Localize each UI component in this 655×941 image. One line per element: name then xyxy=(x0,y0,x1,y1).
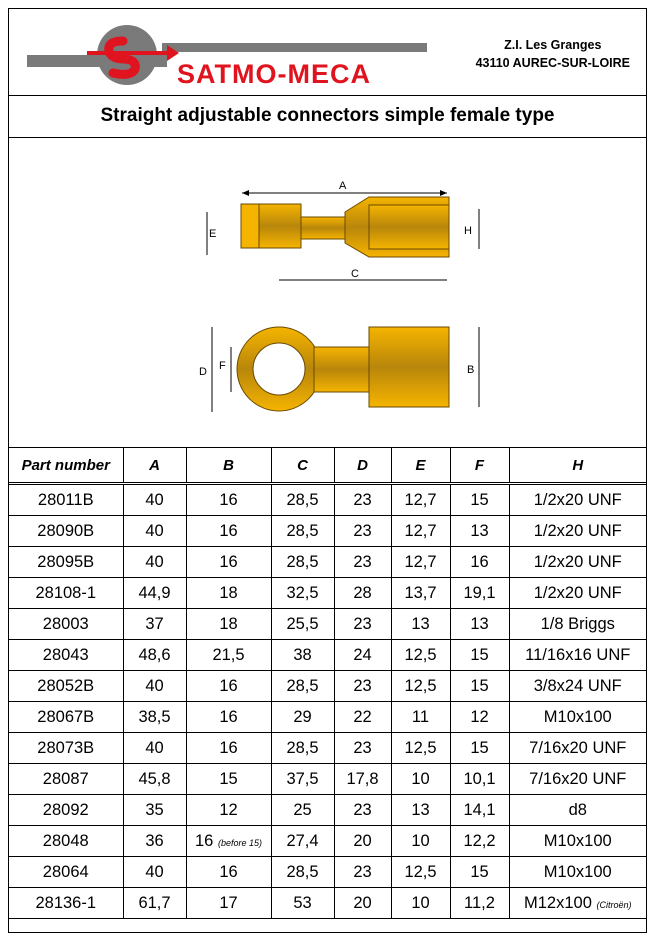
address-line-2: 43110 AUREC-SUR-LOIRE xyxy=(475,56,630,70)
b-cell-value: 18 xyxy=(219,583,238,602)
f-cell-value: 15 xyxy=(470,738,489,757)
part-cell xyxy=(9,547,123,578)
e-cell xyxy=(391,826,450,857)
b-cell-value: 16 xyxy=(219,707,238,726)
h-cell xyxy=(509,671,646,702)
d-cell-value: 28 xyxy=(353,583,372,602)
d-cell xyxy=(334,609,391,640)
h-cell xyxy=(509,640,646,671)
f-cell-value: 15 xyxy=(470,645,489,664)
c-cell xyxy=(271,484,334,516)
e-cell xyxy=(391,547,450,578)
dim-label-f: F xyxy=(219,360,226,372)
b-cell-value: 16 xyxy=(219,490,238,509)
h-cell xyxy=(509,578,646,609)
b-cell-value: 21,5 xyxy=(212,645,245,664)
part-cell-value: 28052B xyxy=(37,676,95,695)
c-cell xyxy=(271,702,334,733)
c-cell xyxy=(271,857,334,888)
h-cell-value: M10x100 xyxy=(543,831,612,850)
a-cell xyxy=(123,516,186,547)
f-cell xyxy=(450,702,509,733)
part-cell-value: 28087 xyxy=(42,769,89,788)
e-cell xyxy=(391,640,450,671)
h-cell xyxy=(509,795,646,826)
c-cell xyxy=(271,516,334,547)
d-cell xyxy=(334,795,391,826)
a-cell-value: 35 xyxy=(145,800,164,819)
b-cell-value: 16 xyxy=(219,862,238,881)
f-cell xyxy=(450,547,509,578)
d-cell-value: 23 xyxy=(353,738,372,757)
e-cell xyxy=(391,484,450,516)
part-cell xyxy=(9,578,123,609)
c-cell xyxy=(271,888,334,919)
d-cell xyxy=(334,547,391,578)
header xyxy=(9,9,646,96)
e-cell-value: 13,7 xyxy=(404,583,437,602)
f-cell xyxy=(450,795,509,826)
h-cell-value: 1/2x20 UNF xyxy=(533,490,622,509)
b-cell-value: 16 xyxy=(219,521,238,540)
h-cell xyxy=(509,826,646,857)
d-cell-value: 17,8 xyxy=(346,769,379,788)
e-cell-value: 12,5 xyxy=(404,862,437,881)
e-cell xyxy=(391,578,450,609)
h-cell-value: 7/16x20 UNF xyxy=(529,769,627,788)
table-row xyxy=(9,764,646,795)
e-cell xyxy=(391,795,450,826)
d-cell-value: 23 xyxy=(353,800,372,819)
c-cell xyxy=(271,764,334,795)
b-cell-value: 16 xyxy=(219,552,238,571)
b-cell xyxy=(186,764,271,795)
e-cell-value: 10 xyxy=(411,893,430,912)
dim-label-h: H xyxy=(464,225,472,237)
b-cell xyxy=(186,640,271,671)
h-cell xyxy=(509,733,646,764)
b-cell-value: 15 xyxy=(219,769,238,788)
c-cell-value: 25,5 xyxy=(286,614,319,633)
dim-label-a: A xyxy=(339,180,347,192)
d-cell xyxy=(334,888,391,919)
c-cell-value: 28,5 xyxy=(286,521,319,540)
b-cell-value: 17 xyxy=(219,893,238,912)
b-cell xyxy=(186,702,271,733)
part-cell xyxy=(9,733,123,764)
a-cell xyxy=(123,733,186,764)
a-cell-value: 40 xyxy=(145,552,164,571)
brand-name: SATMO-MECA xyxy=(177,59,371,89)
d-cell-value: 22 xyxy=(353,707,372,726)
part-cell xyxy=(9,826,123,857)
f-cell xyxy=(450,733,509,764)
table-row xyxy=(9,484,646,516)
d-cell-value: 24 xyxy=(353,645,372,664)
table-row xyxy=(9,702,646,733)
b-cell-value: 16 xyxy=(219,676,238,695)
side-view xyxy=(207,180,479,280)
e-cell xyxy=(391,516,450,547)
f-cell-value: 10,1 xyxy=(463,769,496,788)
d-cell xyxy=(334,578,391,609)
a-cell xyxy=(123,484,186,516)
a-cell-value: 61,7 xyxy=(138,893,171,912)
dim-label-b: B xyxy=(467,364,475,376)
e-cell xyxy=(391,888,450,919)
a-cell xyxy=(123,640,186,671)
table-row xyxy=(9,795,646,826)
h-cell xyxy=(509,764,646,795)
h-cell-value: 1/2x20 UNF xyxy=(533,552,622,571)
dim-label-d: D xyxy=(199,366,207,378)
d-cell-value: 23 xyxy=(353,521,372,540)
c-cell xyxy=(271,733,334,764)
c-cell-value: 28,5 xyxy=(286,862,319,881)
table-row xyxy=(9,857,646,888)
table-header-row xyxy=(9,448,646,484)
e-cell-value: 12,5 xyxy=(404,738,437,757)
e-cell-value: 11 xyxy=(411,707,430,726)
h-cell-value: 1/2x20 UNF xyxy=(533,583,622,602)
e-cell-value: 10 xyxy=(411,769,430,788)
part-cell-value: 28064 xyxy=(42,862,89,881)
d-cell-value: 23 xyxy=(353,676,372,695)
e-cell-value: 13 xyxy=(411,614,430,633)
a-cell-value: 48,6 xyxy=(138,645,171,664)
a-cell-value: 36 xyxy=(145,831,164,850)
b-cell-value: 16 xyxy=(195,831,214,850)
b-cell xyxy=(186,609,271,640)
h-cell-value: M10x100 xyxy=(543,707,612,726)
b-cell xyxy=(186,888,271,919)
b-cell xyxy=(186,733,271,764)
b-cell xyxy=(186,547,271,578)
f-cell-value: 15 xyxy=(470,862,489,881)
f-cell xyxy=(450,671,509,702)
f-cell xyxy=(450,826,509,857)
c-cell-value: 38 xyxy=(293,645,312,664)
table-row xyxy=(9,826,646,857)
a-cell xyxy=(123,764,186,795)
table-row xyxy=(9,640,646,671)
e-cell-value: 12,7 xyxy=(404,552,437,571)
part-cell xyxy=(9,609,123,640)
f-cell-value: 16 xyxy=(470,552,489,571)
c-cell-value: 37,5 xyxy=(286,769,319,788)
part-cell-value: 28095B xyxy=(37,552,95,571)
d-cell-value: 23 xyxy=(353,614,372,633)
e-cell xyxy=(391,857,450,888)
part-cell-value: 28011B xyxy=(37,490,94,509)
part-cell-value: 28048 xyxy=(42,831,89,850)
a-cell-value: 40 xyxy=(145,521,164,540)
d-cell xyxy=(334,484,391,516)
f-cell xyxy=(450,578,509,609)
col-header-b: B xyxy=(186,448,271,484)
f-cell xyxy=(450,640,509,671)
f-cell-value: 12,2 xyxy=(463,831,496,850)
c-cell-value: 32,5 xyxy=(286,583,319,602)
e-cell-value: 12,5 xyxy=(404,645,437,664)
specification-table xyxy=(9,447,646,919)
part-cell-value: 28073B xyxy=(37,738,95,757)
table-row xyxy=(9,578,646,609)
part-cell xyxy=(9,795,123,826)
c-cell-value: 27,4 xyxy=(286,831,319,850)
part-cell-value: 28090B xyxy=(37,521,95,540)
dim-label-e: E xyxy=(209,228,217,240)
c-cell-value: 25 xyxy=(293,800,312,819)
e-cell-value: 12,7 xyxy=(404,490,437,509)
col-header-f: F xyxy=(450,448,509,484)
col-header-part: Part number xyxy=(9,448,123,484)
f-cell-value: 11,2 xyxy=(464,893,495,912)
h-cell-value: 1/2x20 UNF xyxy=(533,521,622,540)
page-title: Straight adjustable connectors simple female type xyxy=(9,95,646,138)
col-header-e: E xyxy=(391,448,450,484)
a-cell xyxy=(123,888,186,919)
c-cell-value: 28,5 xyxy=(286,490,319,509)
f-cell xyxy=(450,484,509,516)
part-cell-value: 28067B xyxy=(37,707,95,726)
part-cell xyxy=(9,671,123,702)
a-cell-value: 40 xyxy=(145,738,164,757)
col-header-a: A xyxy=(123,448,186,484)
c-cell-value: 28,5 xyxy=(286,738,319,757)
part-cell xyxy=(9,702,123,733)
h-cell-note: (Citroën) xyxy=(596,899,632,910)
part-cell-value: 28092 xyxy=(42,800,89,819)
c-cell-value: 53 xyxy=(293,893,312,912)
c-cell xyxy=(271,547,334,578)
f-cell-value: 19,1 xyxy=(463,583,496,602)
h-cell xyxy=(509,702,646,733)
technical-drawing xyxy=(9,137,646,448)
col-header-h: H xyxy=(509,448,646,484)
h-cell xyxy=(509,516,646,547)
h-cell-value: 1/8 Briggs xyxy=(540,614,615,633)
c-cell-value: 29 xyxy=(293,707,312,726)
a-cell xyxy=(123,826,186,857)
col-header-d: D xyxy=(334,448,391,484)
a-cell xyxy=(123,795,186,826)
a-cell xyxy=(123,857,186,888)
col-header-c: C xyxy=(271,448,334,484)
d-cell xyxy=(334,857,391,888)
d-cell xyxy=(334,516,391,547)
b-cell-value: 16 xyxy=(219,738,238,757)
part-cell xyxy=(9,640,123,671)
d-cell xyxy=(334,764,391,795)
d-cell xyxy=(334,826,391,857)
f-cell xyxy=(450,609,509,640)
b-cell-note: (before 15) xyxy=(217,837,262,848)
a-cell xyxy=(123,547,186,578)
c-cell xyxy=(271,609,334,640)
d-cell-value: 20 xyxy=(353,831,372,850)
h-cell-value: 11/16x16 UNF xyxy=(525,645,631,664)
h-cell xyxy=(509,888,646,919)
part-cell-value: 28043 xyxy=(42,645,89,664)
b-cell xyxy=(186,795,271,826)
d-cell-value: 23 xyxy=(353,552,372,571)
front-view xyxy=(199,327,479,412)
a-cell xyxy=(123,578,186,609)
e-cell-value: 10 xyxy=(411,831,430,850)
d-cell xyxy=(334,671,391,702)
e-cell xyxy=(391,733,450,764)
c-cell-value: 28,5 xyxy=(286,676,319,695)
c-cell xyxy=(271,640,334,671)
c-cell xyxy=(271,671,334,702)
d-cell-value: 23 xyxy=(353,862,372,881)
table-row xyxy=(9,671,646,702)
f-cell xyxy=(450,764,509,795)
a-cell-value: 38,5 xyxy=(138,707,171,726)
part-cell-value: 28003 xyxy=(42,614,89,633)
a-cell-value: 40 xyxy=(145,862,164,881)
f-cell xyxy=(450,516,509,547)
document-frame xyxy=(8,8,647,933)
h-cell xyxy=(509,857,646,888)
table-row xyxy=(9,609,646,640)
h-cell xyxy=(509,484,646,516)
h-cell-value: 7/16x20 UNF xyxy=(529,738,627,757)
e-cell xyxy=(391,609,450,640)
address-line-1: Z.I. Les Granges xyxy=(504,38,602,52)
d-cell-value: 20 xyxy=(353,893,372,912)
b-cell xyxy=(186,671,271,702)
f-cell-value: 15 xyxy=(470,676,489,695)
h-cell xyxy=(509,547,646,578)
c-cell-value: 28,5 xyxy=(286,552,319,571)
a-cell-value: 40 xyxy=(145,490,164,509)
f-cell-value: 12 xyxy=(470,707,489,726)
dim-label-c: C xyxy=(351,268,359,280)
b-cell xyxy=(186,578,271,609)
b-cell xyxy=(186,826,271,857)
e-cell-value: 12,5 xyxy=(404,676,437,695)
c-cell xyxy=(271,826,334,857)
f-cell-value: 13 xyxy=(470,614,489,633)
a-cell xyxy=(123,671,186,702)
part-cell xyxy=(9,857,123,888)
f-cell-value: 14,1 xyxy=(463,800,496,819)
part-cell xyxy=(9,764,123,795)
table-row xyxy=(9,888,646,919)
f-cell xyxy=(450,888,509,919)
a-cell-value: 45,8 xyxy=(138,769,171,788)
table-row xyxy=(9,733,646,764)
h-cell-value: M12x100 xyxy=(524,893,592,912)
table-row xyxy=(9,547,646,578)
part-cell xyxy=(9,484,123,516)
b-cell-value: 12 xyxy=(219,800,238,819)
h-cell-value: d8 xyxy=(568,800,587,819)
part-cell-value: 28136-1 xyxy=(35,893,97,912)
a-cell xyxy=(123,609,186,640)
f-cell xyxy=(450,857,509,888)
e-cell xyxy=(391,671,450,702)
e-cell xyxy=(391,702,450,733)
b-cell xyxy=(186,484,271,516)
d-cell-value: 23 xyxy=(353,490,372,509)
b-cell xyxy=(186,516,271,547)
e-cell xyxy=(391,764,450,795)
table-row xyxy=(9,516,646,547)
h-cell-value: 3/8x24 UNF xyxy=(533,676,622,695)
part-cell-value: 28108-1 xyxy=(35,583,97,602)
c-cell xyxy=(271,578,334,609)
company-address xyxy=(476,36,630,72)
b-cell-value: 18 xyxy=(219,614,238,633)
b-cell xyxy=(186,857,271,888)
part-cell xyxy=(9,888,123,919)
f-cell-value: 15 xyxy=(470,490,489,509)
a-cell-value: 40 xyxy=(145,676,164,695)
a-cell xyxy=(123,702,186,733)
h-cell-value: M10x100 xyxy=(543,862,612,881)
f-cell-value: 13 xyxy=(470,521,489,540)
d-cell xyxy=(334,640,391,671)
a-cell-value: 37 xyxy=(145,614,164,633)
e-cell-value: 12,7 xyxy=(404,521,437,540)
c-cell xyxy=(271,795,334,826)
part-cell xyxy=(9,516,123,547)
h-cell xyxy=(509,609,646,640)
d-cell xyxy=(334,733,391,764)
d-cell xyxy=(334,702,391,733)
a-cell-value: 44,9 xyxy=(138,583,171,602)
e-cell-value: 13 xyxy=(411,800,430,819)
